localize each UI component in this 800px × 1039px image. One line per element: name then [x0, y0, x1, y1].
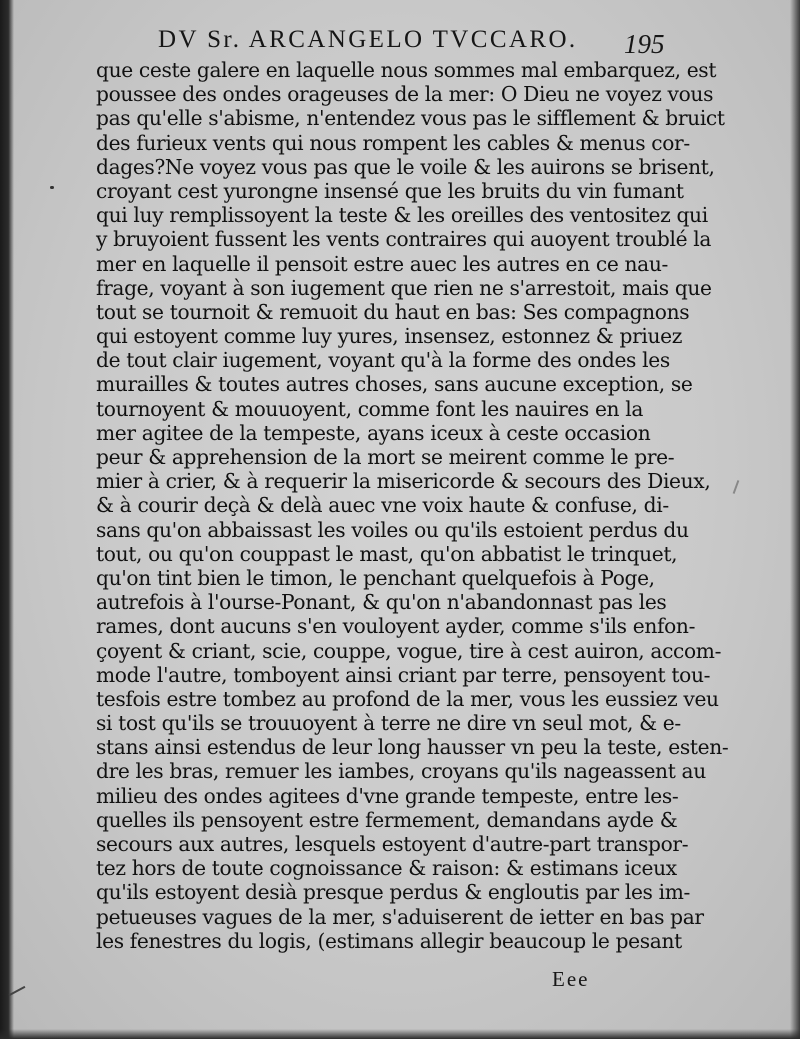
- text-line: mer en laquelle il pensoit estre auec les autres en ce nau-: [96, 251, 668, 276]
- text-line: y bruyoient fussent les vents contraires qui auoyent troublé la: [96, 227, 712, 252]
- text-line: tout, ou qu'on couppast le mast, qu'on abbatist le trinquet,: [96, 541, 678, 566]
- text-line: dre les bras, remuer les iambes, croyans qu'ils nageassent au: [96, 759, 706, 784]
- body-text: [96, 58, 729, 953]
- text-line: stans ainsi estendus de leur long hausser vn peu la teste, esten-: [96, 735, 729, 760]
- text-line: croyant cest yurongne insensé que les bruits du vin fumant: [96, 178, 684, 203]
- text-line: murailles & toutes autres choses, sans aucune exception, se: [96, 372, 693, 397]
- text-line: de tout clair iugement, voyant qu'à la forme des ondes les: [96, 348, 670, 373]
- text-line: dages?Ne voyez vous pas que le voile & les auirons se brisent,: [96, 154, 715, 179]
- text-line: tournoyent & mouuoyent, comme font les nauires en la: [96, 396, 644, 421]
- text-line: & à courir deçà & delà auec vne voix haute & confuse, di-: [96, 493, 669, 518]
- page-number: 195: [624, 29, 665, 59]
- text-line: poussee des ondes orageuses de la mer: O Dieu ne voyez vous: [96, 82, 714, 107]
- page-edge-shadow-left: [0, 0, 14, 1039]
- text-line: que ceste galere en laquelle nous sommes mal embarquez, est: [96, 58, 717, 82]
- text-line: tesfois estre tombez au profond de la mer, vous les eussiez veu: [96, 686, 719, 711]
- page-edge-shadow-right: [790, 0, 800, 1039]
- text-line: tez hors de toute cognoissance & raison: & estimans iceux: [96, 856, 677, 881]
- text-line: quelles ils pensoyent estre fermement, demandans ayde &: [96, 807, 678, 832]
- text-line: petueuses vagues de la mer, s'aduiserent de ietter en bas par: [96, 904, 704, 929]
- page-edge-shadow-bottom: [0, 1029, 800, 1039]
- text-line: si tost qu'ils se trouuoyent à terre ne dire vn seul mot, & e-: [96, 711, 681, 736]
- catchword: Eee: [552, 967, 590, 991]
- text-line: mier à crier, & à requerir la misericorde & secours des Dieux,: [96, 469, 711, 494]
- text-line: mode l'autre, tomboyent ainsi criant par terre, pensoyent tou-: [96, 662, 711, 687]
- text-line: çoyent & criant, scie, couppe, vogue, tire à cest auiron, accom-: [96, 638, 722, 663]
- text-line: les fenestres du logis, (estimans allegir beaucoup le pesant: [96, 928, 682, 953]
- text-line: des furieux vents qui nous rompent les cables & menus cor-: [96, 130, 690, 155]
- text-line: pas qu'elle s'abisme, n'entendez vous pas le sifflement & bruict: [96, 106, 725, 131]
- text-line: qu'on tint bien le timon, le penchant quelquefois à Poge,: [96, 565, 655, 590]
- text-line: autrefois à l'ourse-Ponant, & qu'on n'abandonnast pas les: [96, 590, 667, 615]
- text-line: sans qu'on abbaissast les voiles ou qu'ils estoient perdus du: [96, 517, 689, 542]
- text-line: mer agitee de la tempeste, ayans iceux à ceste occasion: [96, 420, 651, 445]
- text-line: frage, voyant à son iugement que rien ne s'arrestoit, mais que: [96, 275, 712, 300]
- text-line: qui luy remplissoyent la teste & les oreilles des ventositez qui: [96, 203, 708, 228]
- text-line: peur & apprehension de la mort se meirent comme le pre-: [96, 445, 675, 469]
- text-line: secours aux autres, lesquels estoyent d'autre-part transpor-: [96, 832, 689, 856]
- paper-scratch: [733, 480, 740, 494]
- ink-speck: [50, 186, 54, 189]
- text-line: tout se tournoit & remuoit du haut en bas: Ses compagnons: [96, 299, 690, 324]
- text-line: qui estoyent comme luy yures, insensez, estonnez & priuez: [96, 324, 683, 349]
- text-line: rames, dont aucuns s'en vouloyent ayder, comme s'ils enfon-: [96, 614, 696, 639]
- text-line: qu'ils estoyent desià presque perdus & engloutis par les im-: [96, 880, 690, 905]
- text-line: milieu des ondes agitees d'vne grande tempeste, entre les-: [96, 783, 679, 808]
- running-head: DV Sr. ARCANGELO TVCCARO.: [158, 26, 578, 53]
